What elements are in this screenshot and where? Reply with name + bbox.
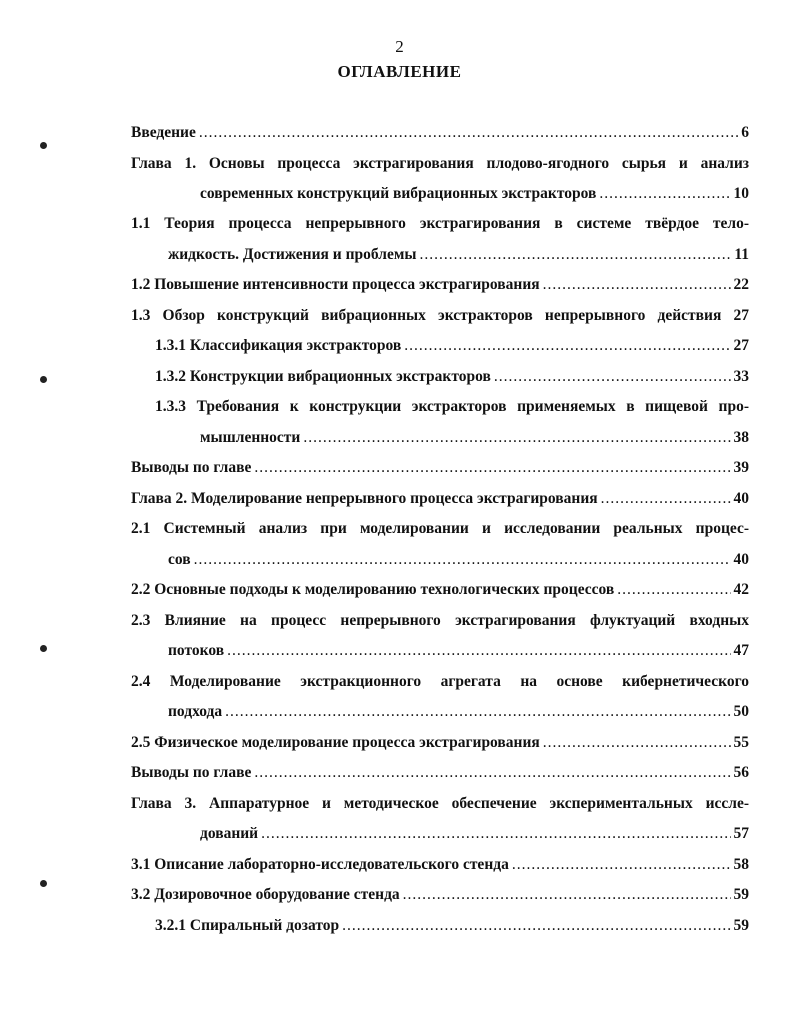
toc-entry[interactable]: 3.2 Дозировочное оборудование стенда ..... 59 bbox=[131, 880, 749, 910]
toc-entry[interactable]: 3.1 Описание лабораторно-исследовательского стенда ..... 58 bbox=[131, 850, 749, 880]
margin-bullet bbox=[40, 880, 47, 887]
page-number: 2 bbox=[395, 37, 404, 56]
toc-entry[interactable]: 2.2 Основные подходы к моделированию технологических процессов ..... 42 bbox=[131, 575, 749, 605]
page-title: ОГЛАВЛЕНИЕ bbox=[337, 62, 462, 81]
toc-entry[interactable]: 2.3 Влияние на процесс непрерывного экстрагирования флуктуаций входных bbox=[131, 612, 749, 629]
toc-entry[interactable]: Выводы по главе ..... 39 bbox=[131, 453, 749, 483]
margin-bullet bbox=[40, 645, 47, 652]
toc-entry[interactable]: 3.2.1 Спиральный дозатор ..... 59 bbox=[155, 911, 749, 941]
toc-entry[interactable]: Введение ..... 6 bbox=[131, 118, 749, 148]
toc-entry[interactable]: потоков ..... 47 bbox=[168, 636, 749, 666]
toc-entry[interactable]: жидкость. Достижения и проблемы ..... 11 bbox=[168, 240, 749, 270]
toc-entry[interactable]: Глава 1. Основы процесса экстрагирования плодово-ягодного сырья и анализ bbox=[131, 155, 749, 172]
toc-entry[interactable]: подхода ..... 50 bbox=[168, 697, 749, 727]
toc-entry[interactable]: 1.3 Обзор конструкций вибрационных экстракторов непрерывного действия 27 bbox=[131, 307, 749, 324]
toc-entry[interactable]: мышленности ..... 38 bbox=[200, 423, 749, 453]
toc-entry[interactable]: Глава 3. Аппаратурное и методическое обеспечение экспериментальных иссле- bbox=[131, 795, 749, 812]
margin-bullet bbox=[40, 142, 47, 149]
toc-entry[interactable]: 2.1 Системный анализ при моделировании и исследовании реальных процес- bbox=[131, 520, 749, 537]
toc-entry[interactable]: 1.3.3 Требования к конструкции экстракторов применяемых в пищевой про- bbox=[155, 398, 749, 415]
toc-entry[interactable]: Выводы по главе ..... 56 bbox=[131, 758, 749, 788]
margin-bullet bbox=[40, 376, 47, 383]
toc-entry[interactable]: 1.2 Повышение интенсивности процесса экстрагирования ..... 22 bbox=[131, 270, 749, 300]
toc-entry[interactable]: дований ..... 57 bbox=[200, 819, 749, 849]
toc-entry[interactable]: современных конструкций вибрационных экстракторов ..... 10 bbox=[200, 179, 749, 209]
toc-entry[interactable]: сов ..... 40 bbox=[168, 545, 749, 575]
toc-entry[interactable]: 1.1 Теория процесса непрерывного экстрагирования в системе твёрдое тело- bbox=[131, 215, 749, 232]
toc-entry[interactable]: 1.3.2 Конструкции вибрационных экстракторов ..... 33 bbox=[155, 362, 749, 392]
toc-entry[interactable]: 1.3.1 Классификация экстракторов ..... 27 bbox=[155, 331, 749, 361]
toc-entry[interactable]: 2.5 Физическое моделирование процесса экстрагирования ..... 55 bbox=[131, 728, 749, 758]
toc-entry[interactable]: 2.4 Моделирование экстракционного агрегата на основе кибернетического bbox=[131, 673, 749, 690]
toc-entry[interactable]: Глава 2. Моделирование непрерывного процесса экстрагирования ..... 40 bbox=[131, 484, 749, 514]
